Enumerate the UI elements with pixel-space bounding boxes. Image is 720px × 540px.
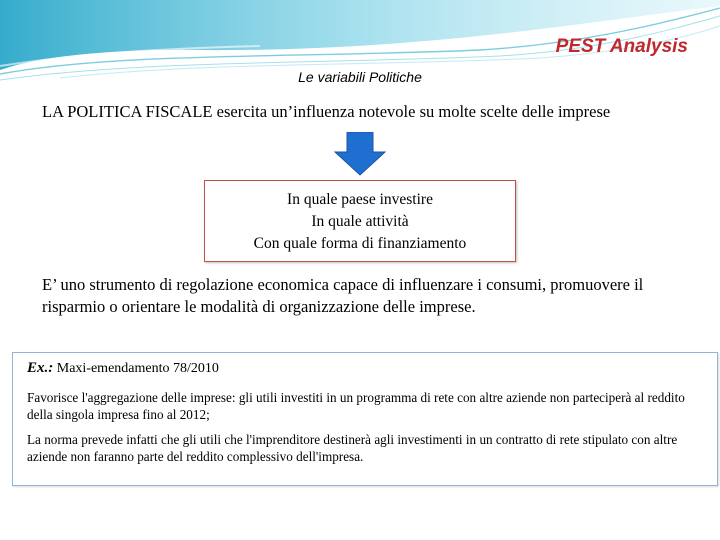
box-line: In quale attività	[311, 213, 409, 230]
example-box	[12, 352, 718, 486]
example-heading	[27, 360, 703, 377]
box-line: Con quale forma di finanziamento	[253, 235, 467, 252]
example-paragraph: Favorisce l'aggregazione delle imprese: gli utili investiti in un programma di rete con altre aziende non parteciperà al reddito della singola impresa fino al 2012;	[27, 390, 685, 422]
box-line: In quale paese investire	[287, 191, 433, 208]
example-paragraph: La norma prevede infatti che gli utili che l'imprenditore destinerà agli investimenti in un contratto di rete stipulato con altre aziende non faranno parte del reddito complessivo dell'impresa.	[27, 432, 678, 464]
slide-subtitle: Le variabili Politiche	[298, 69, 422, 85]
slide-title: PEST Analysis	[555, 36, 688, 57]
example-label: Ex.:	[27, 360, 54, 376]
down-arrow-icon	[334, 132, 386, 176]
description-paragraph: E’ uno strumento di regolazione economica capace di influenzare i consumi, promuovere il risparmio o orientare le modalità di organizzazione delle imprese.	[42, 275, 644, 316]
investment-questions-box	[204, 180, 516, 262]
example-title: Maxi-emendamento 78/2010	[53, 361, 219, 376]
intro-text: LA POLITICA FISCALE esercita un’influenza notevole su molte scelte delle imprese	[42, 102, 611, 121]
